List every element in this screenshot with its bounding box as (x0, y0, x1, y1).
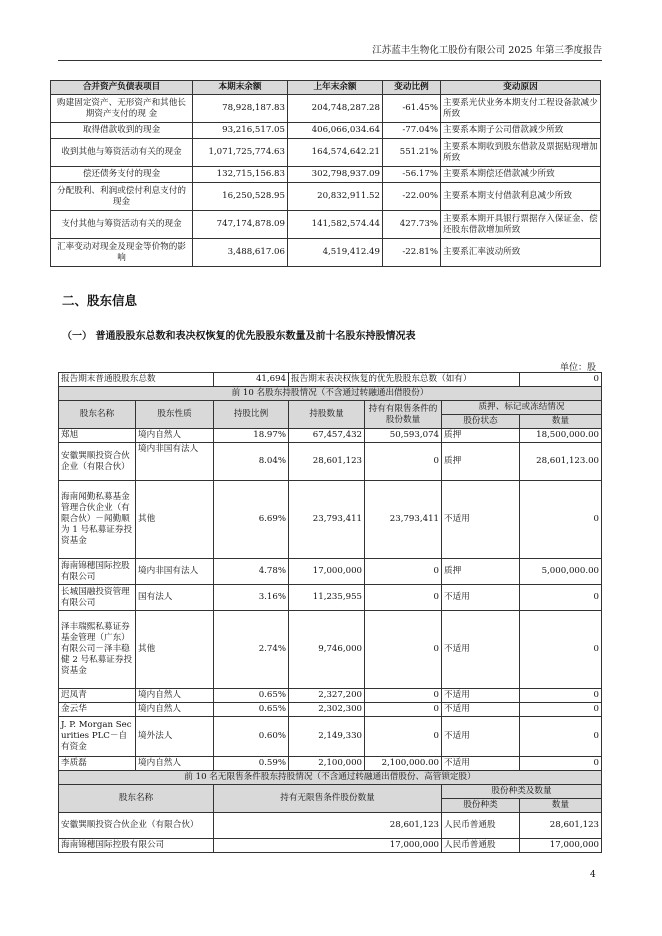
u-col-qty: 持有无限售条件股份数量 (214, 785, 442, 813)
cashflow-change-table (50, 80, 601, 267)
table-row: J. P. Morgan Securities PLC－自有资金 境外法人 0.60% 2,149,330 0 不适用 0 (59, 717, 602, 757)
shareholders-table (58, 372, 602, 853)
table-row: 长城国融投资管理有限公司 国有法人 3.16% 11,235,955 0 不适用 0 (59, 585, 602, 611)
table-row: 偿还债务支付的现金 132,715,156.83 302,798,937.09 -56.17% 主要系本期偿还借款减少所致 (51, 167, 601, 183)
total-shareholders-row (59, 373, 602, 387)
col-ratio: 变动比例 (383, 81, 441, 95)
col-current: 本期末余额 (193, 81, 288, 95)
table-row: 安徽巽顺投资合伙企业（有限合伙） 28,601,123 人民币普通股 28,601,123 (59, 813, 602, 839)
u-col-type-group: 股份种类及数量 (442, 785, 602, 799)
table-row: 取得借款收到的现金 93,216,517.05 406,066,034.64 -77.04% 主要系本期子公司借款减少所致 (51, 123, 601, 139)
pref-value: 0 (520, 373, 602, 387)
col-reason: 变动原因 (441, 81, 601, 95)
col-restricted: 持有有限售条件的股份数量 (365, 401, 442, 429)
col-item: 合并资产负债表项目 (51, 81, 193, 95)
table-row: 海南锦穗国际控股有限公司 17,000,000 人民币普通股 17,000,000 (59, 839, 602, 853)
col-qty: 持股数量 (289, 401, 365, 429)
total-value: 41,694 (214, 373, 289, 387)
table-row: 购建固定资产、无形资产和其他长期资产支付的现 金 78,928,187.83 204,748,287.28 -61.45% 主要系光伏业务本期支付工程设备款减少所致 (51, 95, 601, 123)
col-nature: 股东性质 (136, 401, 214, 429)
table-row: 迟凤青 境内自然人 0.65% 2,327,200 0 不适用 0 (59, 689, 602, 703)
table-row: 李质磊 境内自然人 0.59% 2,100,000 2,100,000.00 不适用 0 (59, 757, 602, 771)
table-row: 泽丰瑞熙私募证券基金管理（广东）有限公司－泽丰稳健 2 号私募证券投资基金 其他 2.74% 9,746,000 0 不适用 0 (59, 611, 602, 689)
u-col-amount: 数量 (520, 799, 602, 813)
col-prior: 上年末余额 (288, 81, 383, 95)
table-row: 安徽巽顺投资合伙企业（有限合伙） 境内非国有法人 8.04% 28,601,123 0 质押 28,601,123.00 (59, 443, 602, 481)
page-header: 江苏蓝丰生物化工股份有限公司 2025 年第三季度报告 (372, 45, 602, 56)
table-row: 金云华 境内自然人 0.65% 2,302,300 0 不适用 0 (59, 703, 602, 717)
u-col-type: 股份种类 (442, 799, 520, 813)
subsection-title: （一） 普通股股东总数和表决权恢复的优先股股东数量及前十名股东持股情况表 (62, 331, 416, 342)
table-row: 收到其他与筹资活动有关的现金 1,071,725,774.63 164,574,642.21 551.21% 主要系本期收到股东借款及票据贴现增加所致 (51, 139, 601, 167)
section-title: 二、股东信息 (62, 293, 138, 308)
col-status: 股份状态 (442, 415, 520, 429)
col-amount: 数量 (520, 415, 602, 429)
top10-title: 前 10 名股东持股情况（不含通过转融通出借股份） (59, 387, 602, 401)
col-pledge: 质押、标记或冻结情况 (442, 401, 602, 415)
table-row: 郑旭 境内自然人 18.97% 67,457,432 50,593,074 质押 18,500,000.00 (59, 429, 602, 443)
page-number: 4 (590, 870, 596, 880)
unit-label: 单位：股 (560, 363, 597, 373)
u-col-name: 股东名称 (59, 785, 214, 813)
table-row: 汇率变动对现金及现金等价物的影响 3,488,617.06 4,519,412.49 -22.81% 主要系汇率波动所致 (51, 239, 601, 267)
table-row: 海南闻勤私募基金管理合伙企业（有限合伙）－闻勤顺为 1 号私募证券投资基金 其他 6.69% 23,793,411 23,793,411 不适用 0 (59, 481, 602, 559)
col-ratio: 持股比例 (214, 401, 289, 429)
table-row: 分配股利、利润或偿付利息支付的现金 16,250,528.95 20,832,911.52 -22.00% 主要系本期支付借款利息减少所致 (51, 183, 601, 211)
unrestricted-title: 前 10 名无限售条件股东持股情况（不含通过转融通出借股份、高管锁定股） (59, 771, 602, 785)
header-rule (58, 60, 602, 61)
col-name: 股东名称 (59, 401, 136, 429)
table-row: 海南锦穗国际控股有限公司 境内非国有法人 4.78% 17,000,000 0 质押 5,000,000.00 (59, 559, 602, 585)
pref-label: 报告期末表决权恢复的优先股股东总数（如有） (289, 373, 520, 387)
total-label: 报告期末普通股股东总数 (59, 373, 214, 387)
table-row: 支付其他与筹资活动有关的现金 747,174,878.09 141,582,574.44 427.73% 主要系本期开具银行票据存入保证金、偿还股东借款增加所致 (51, 211, 601, 239)
